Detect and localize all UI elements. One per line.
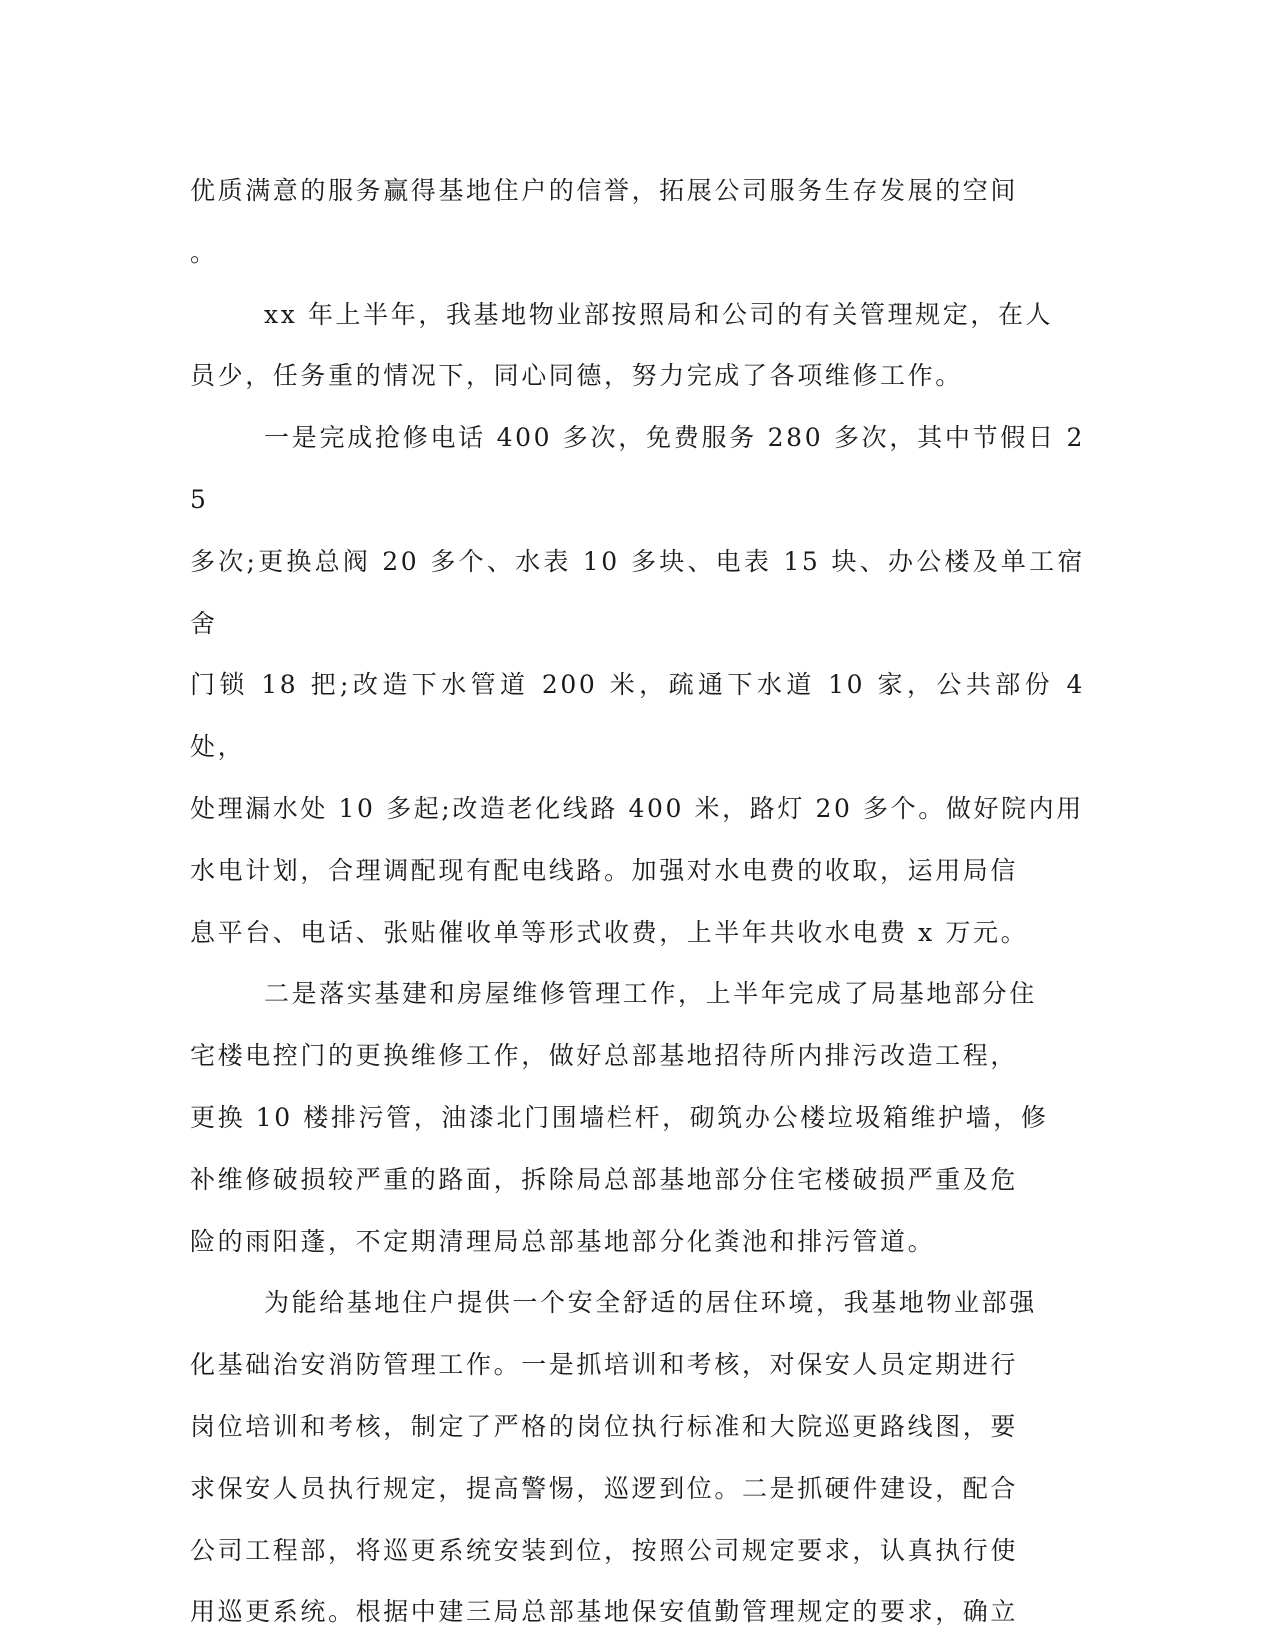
text-line: 一是完成抢修电话 400 多次，免费服务 280 多次，其中节假日 25 bbox=[190, 423, 1085, 514]
text-line: 岗位培训和考核，制定了严格的岗位执行标准和大院巡更路线图，要 bbox=[190, 1411, 1019, 1441]
text-line: 处理漏水处 10 多起;改造老化线路 400 米，路灯 20 多个。做好院内用 bbox=[190, 793, 1084, 823]
text-line: 为能给基地住户提供一个安全舒适的居住环境，我基地物业部强 bbox=[264, 1288, 1037, 1318]
document-body bbox=[190, 160, 1085, 1643]
text-line: 求保安人员执行规定，提高警惕，巡逻到位。二是抓硬件建设，配合 bbox=[190, 1473, 1019, 1503]
text-line: 公司工程部，将巡更系统安装到位，按照公司规定要求，认真执行使 bbox=[190, 1535, 1019, 1565]
text-line: 优质满意的服务赢得基地住户的信誉，拓展公司服务生存发展的空间 bbox=[190, 176, 1019, 205]
text-line: 宅楼电控门的更换维修工作，做好总部基地招待所内排污改造工程， bbox=[190, 1041, 1019, 1071]
paragraph-construction bbox=[190, 963, 1085, 1272]
text-line: 险的雨阳蓬，不定期清理局总部基地部分化粪池和排污管道。 bbox=[190, 1226, 936, 1256]
text-line: 息平台、电话、张贴催收单等形式收费，上半年共收水电费 x 万元。 bbox=[190, 917, 1029, 947]
text-line: 多次;更换总阀 20 多个、水表 10 多块、电表 15 块、办公楼及单工宿舍 bbox=[190, 546, 1085, 638]
text-line: 更换 10 楼排污管，油漆北门围墙栏杆，砌筑办公楼垃圾箱维护墙，修 bbox=[190, 1102, 1049, 1132]
text-line: 二是落实基建和房屋维修管理工作，上半年完成了局基地部分住 bbox=[264, 979, 1037, 1009]
text-line: 。 bbox=[190, 237, 218, 267]
paragraph-repairs bbox=[190, 407, 1085, 963]
text-line: xx 年上半年，我基地物业部按照局和公司的有关管理规定，在人 bbox=[264, 299, 1054, 329]
text-line: 门锁 18 把;改造下水管道 200 米，疏通下水道 10 家，公共部份 4 处， bbox=[190, 670, 1085, 762]
paragraph-security bbox=[190, 1272, 1085, 1643]
text-line: 化基础治安消防管理工作。一是抓培训和考核，对保安人员定期进行 bbox=[190, 1350, 1019, 1380]
text-line: 水电计划，合理调配现有配电线路。加强对水电费的收取，运用局信 bbox=[190, 855, 1019, 885]
text-line: 补维修破损较严重的路面，拆除局总部基地部分住宅楼破损严重及危 bbox=[190, 1164, 1019, 1194]
text-line: 员少，任务重的情况下，同心同德，努力完成了各项维修工作。 bbox=[190, 361, 963, 391]
paragraph-overview bbox=[190, 284, 1085, 408]
text-line: 用巡更系统。根据中建三局总部基地保安值勤管理规定的要求，确立 bbox=[190, 1597, 1019, 1627]
paragraph-continuation bbox=[190, 160, 1085, 284]
